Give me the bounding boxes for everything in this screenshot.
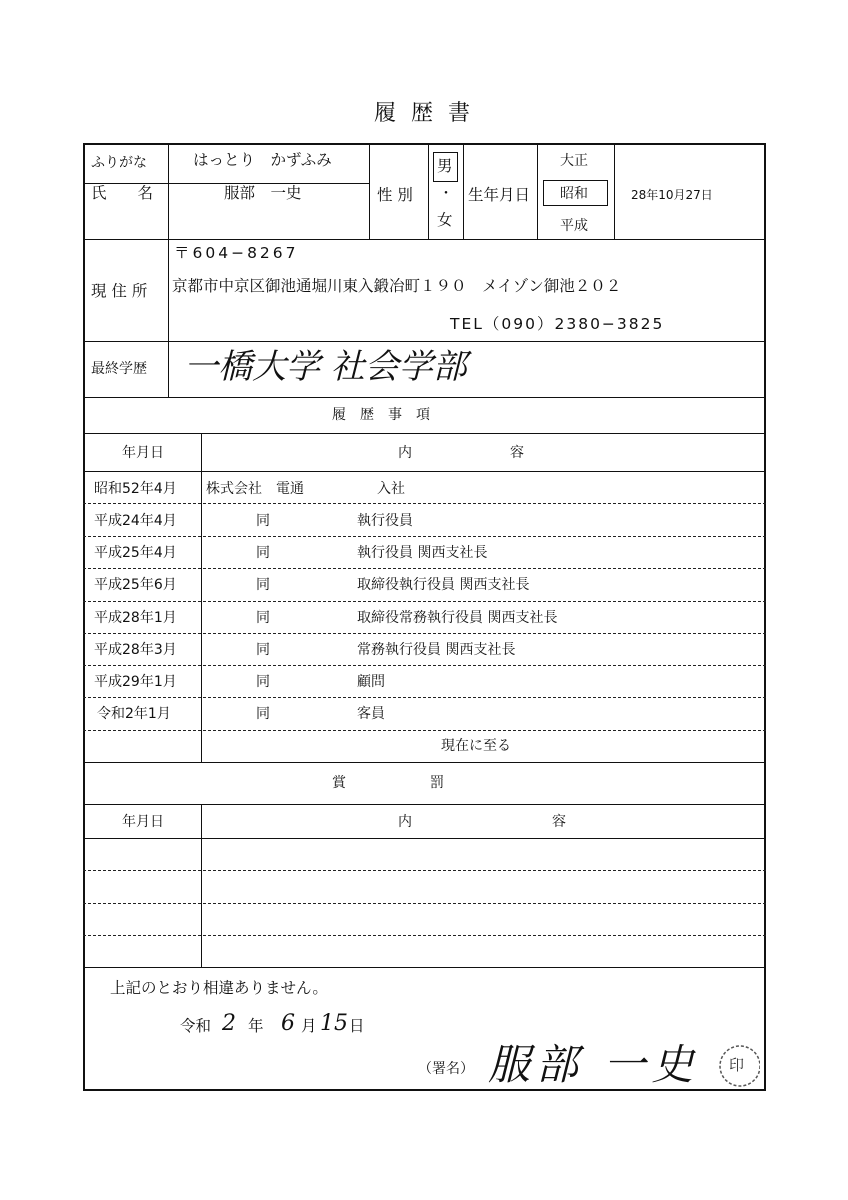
- career-row-divider: [83, 730, 766, 731]
- career-date: 平成24年4月: [94, 513, 177, 529]
- career-date: 平成28年1月: [94, 610, 177, 626]
- career-detail: 顧問: [357, 674, 385, 690]
- career-date: 平成28年3月: [94, 642, 177, 658]
- gender-value-col-line: [428, 143, 429, 239]
- education-label-col-line: [168, 341, 169, 397]
- postal-code: 〒604−8267: [174, 244, 299, 262]
- career-detail: 入社: [377, 481, 405, 497]
- career-detail: 取締役常務執行役員 関西支社長: [357, 610, 558, 626]
- career-org: 同: [256, 513, 270, 529]
- gender-female: 女: [437, 211, 453, 229]
- career-colhead-bottom-line: [83, 471, 766, 472]
- name-label: 氏 名: [91, 184, 154, 202]
- awards-row-divider: [83, 903, 766, 904]
- career-detail: 常務執行役員 関西支社長: [357, 642, 516, 658]
- career-detail: 客員: [357, 706, 385, 722]
- birth-date-col-line: [614, 143, 615, 239]
- birth-date-value: 28年10月27日: [631, 188, 713, 202]
- declaration-month: 6: [281, 1011, 295, 1036]
- name-value: 服部 一史: [224, 184, 302, 202]
- career-detail: 執行役員: [357, 513, 413, 529]
- career-org: 同: [256, 545, 270, 561]
- career-row-divider: [83, 697, 766, 698]
- career-header-top-line: [83, 397, 766, 398]
- career-col-content: 内 容: [398, 445, 524, 461]
- address-label-col-line: [168, 239, 169, 341]
- awards-row-divider: [83, 870, 766, 871]
- career-org: 同: [256, 610, 270, 626]
- era-showa: 昭和: [560, 186, 588, 202]
- awards-date-col-line: [201, 804, 202, 967]
- career-org: 同: [256, 642, 270, 658]
- education-value-handwritten: 一橋大学 社会学部: [184, 347, 467, 387]
- declaration-top-line: [83, 967, 766, 968]
- awards-col-date: 年月日: [122, 814, 164, 830]
- career-date: 平成29年1月: [94, 674, 177, 690]
- era-heisei: 平成: [560, 218, 588, 234]
- birth-label: 生年月日: [468, 186, 531, 204]
- career-detail: 取締役執行役員 関西支社長: [357, 577, 530, 593]
- signature-handwritten: 服部 一史: [488, 1040, 700, 1089]
- declaration-day-unit: 日: [349, 1017, 365, 1035]
- awards-colhead-top-line: [83, 804, 766, 805]
- career-org: 同: [256, 706, 270, 722]
- address-label: 現 住 所: [91, 282, 148, 300]
- career-org: 同: [256, 577, 270, 593]
- career-detail: 執行役員 関西支社長: [357, 545, 488, 561]
- career-section-title: 履 歴 事 項: [332, 407, 430, 423]
- awards-col-content: 内 容: [398, 814, 566, 830]
- telephone: TEL（090）2380−3825: [450, 315, 665, 333]
- address-line: 京都市中京区御池通堀川東入鍛冶町１９０ メイゾン御池２０２: [172, 277, 622, 295]
- career-row-divider: [83, 665, 766, 666]
- furigana-label: ふりがな: [91, 155, 147, 171]
- career-date-col-line: [201, 433, 202, 762]
- declaration-era: 令和: [180, 1017, 212, 1035]
- career-colhead-top-line: [83, 433, 766, 434]
- document-title: 履 歴 書: [374, 101, 474, 126]
- era-col-line: [537, 143, 538, 239]
- education-top-line: [83, 341, 766, 342]
- career-row-divider: [83, 503, 766, 504]
- declaration-year: 2: [222, 1011, 236, 1036]
- awards-row-divider: [83, 935, 766, 936]
- career-date: 平成25年4月: [94, 545, 177, 561]
- career-date: 令和2年1月: [97, 706, 171, 722]
- declaration-month-unit: 月: [301, 1017, 317, 1035]
- awards-colhead-bottom-line: [83, 838, 766, 839]
- gender-male: 男: [437, 157, 453, 175]
- seal-text: 印: [729, 1056, 745, 1074]
- gender-separator: ・: [439, 186, 453, 202]
- career-closing: 現在に至る: [441, 738, 511, 754]
- birth-label-col-line: [463, 143, 464, 239]
- career-org: 同: [256, 674, 270, 690]
- awards-section-title: 賞 罰: [332, 775, 444, 791]
- career-row-divider: [83, 601, 766, 602]
- career-date: 昭和52年4月: [94, 481, 177, 497]
- gender-col-line: [369, 143, 370, 239]
- career-col-date: 年月日: [122, 445, 164, 461]
- signature-label: （署名）: [418, 1061, 474, 1077]
- career-row-divider: [83, 633, 766, 634]
- declaration-statement: 上記のとおり相違ありません。: [110, 979, 328, 997]
- declaration-year-unit: 年: [248, 1017, 264, 1035]
- gender-label: 性 別: [377, 186, 413, 204]
- name-label-col-line: [168, 143, 169, 239]
- address-top-line: [83, 239, 766, 240]
- declaration-day: 15: [320, 1011, 348, 1036]
- career-row-divider: [83, 536, 766, 537]
- awards-header-top-line: [83, 762, 766, 763]
- era-taisho: 大正: [560, 153, 588, 169]
- career-date: 平成25年6月: [94, 577, 177, 593]
- education-label: 最終学歴: [91, 361, 147, 377]
- career-row-divider: [83, 568, 766, 569]
- furigana-value: はっとり かずふみ: [193, 151, 332, 169]
- career-org: 株式会社 電通: [206, 481, 304, 497]
